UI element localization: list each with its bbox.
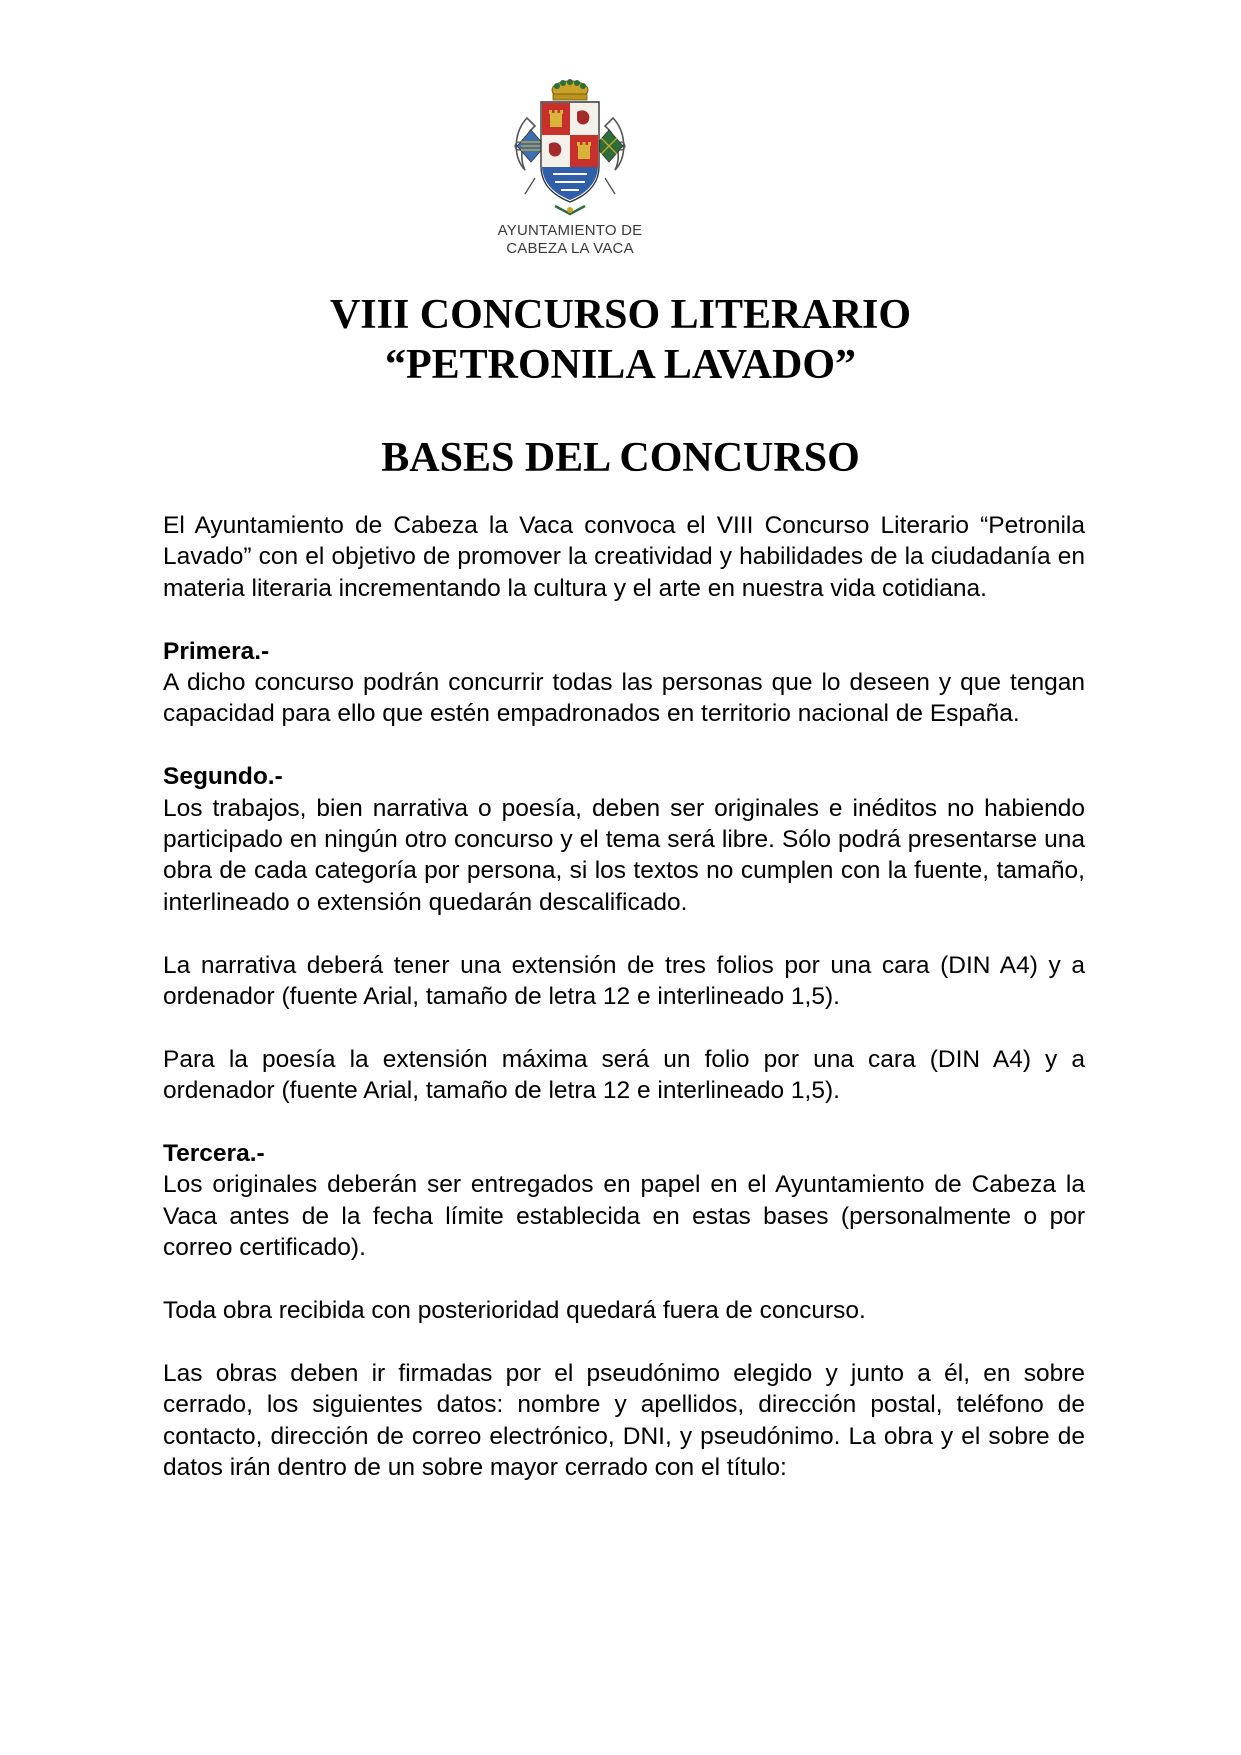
crest-emblem-icon [505, 78, 635, 218]
section-heading: Segundo.- [163, 763, 283, 791]
crest-caption-line2: CABEZA LA VACA [506, 240, 634, 257]
section-paragraph: Las obras deben ir firmadas por el pseudónimo elegido y junto a él, en sobre cerrado, los siguientes datos: nombre y apellidos, dirección postal, teléfono de contacto, dirección de correo electrónico, DNI, y pseudónimo. La obra y el sobre de datos irán dentro de un sobre mayor cerrado con el título: [163, 1359, 1085, 1482]
document-title-line1: VIII CONCURSO LITERARIO [329, 292, 912, 338]
section-heading: Tercera.- [163, 1140, 265, 1168]
section-segundo [163, 761, 1085, 918]
document-body [163, 510, 1085, 1515]
document-subtitle: BASES DEL CONCURSO [381, 435, 860, 481]
crest-caption [470, 222, 670, 258]
section-tercera [163, 1138, 1085, 1264]
section-primera [163, 636, 1085, 730]
section-paragraph: La narrativa deberá tener una extensión de tres folios por una cara (DIN A4) y a ordenador (fuente Arial, tamaño de letra 12 e interlineado 1,5). [163, 951, 1085, 1011]
section-paragraph: Los originales deberán ser entregados en papel en el Ayuntamiento de Cabeza la Vaca antes de la fecha límite establecida en estas bases (personalmente o por correo certificado). [163, 1171, 1085, 1262]
section-paragraph: Toda obra recibida con posterioridad quedará fuera de concurso. [163, 1297, 866, 1325]
municipal-crest-logo [505, 78, 635, 218]
section-heading: Primera.- [163, 637, 270, 665]
intro-paragraph: El Ayuntamiento de Cabeza la Vaca convoca el VIII Concurso Literario “Petronila Lavado” con el objetivo de promover la creatividad y habilidades de la ciudadanía en materia literaria incrementando la cultura y el arte en nuestra vida cotidiana. [163, 512, 1085, 602]
crest-caption-line1: AYUNTAMIENTO DE [497, 222, 643, 239]
section-paragraph: Los trabajos, bien narrativa o poesía, deben ser originales e inéditos no habiendo participado en ningún otro concurso y el tema será libre. Sólo podrá presentarse una obra de cada categoría por persona, si los textos no cumplen con la fuente, tamaño, interlineado o extensión quedarán descalificado. [163, 794, 1085, 916]
document-title-line2: “PETRONILA LAVADO” [384, 342, 857, 388]
crown-icon [552, 79, 588, 100]
section-paragraph: Para la poesía la extensión máxima será un folio por una cara (DIN A4) y a ordenador (fuente Arial, tamaño de letra 12 e interlineado 1,5). [163, 1045, 1085, 1105]
section-paragraph: A dicho concurso podrán concurrir todas las personas que lo deseen y que tengan capacidad para ello que estén empadronados en territorio nacional de España. [163, 669, 1085, 728]
